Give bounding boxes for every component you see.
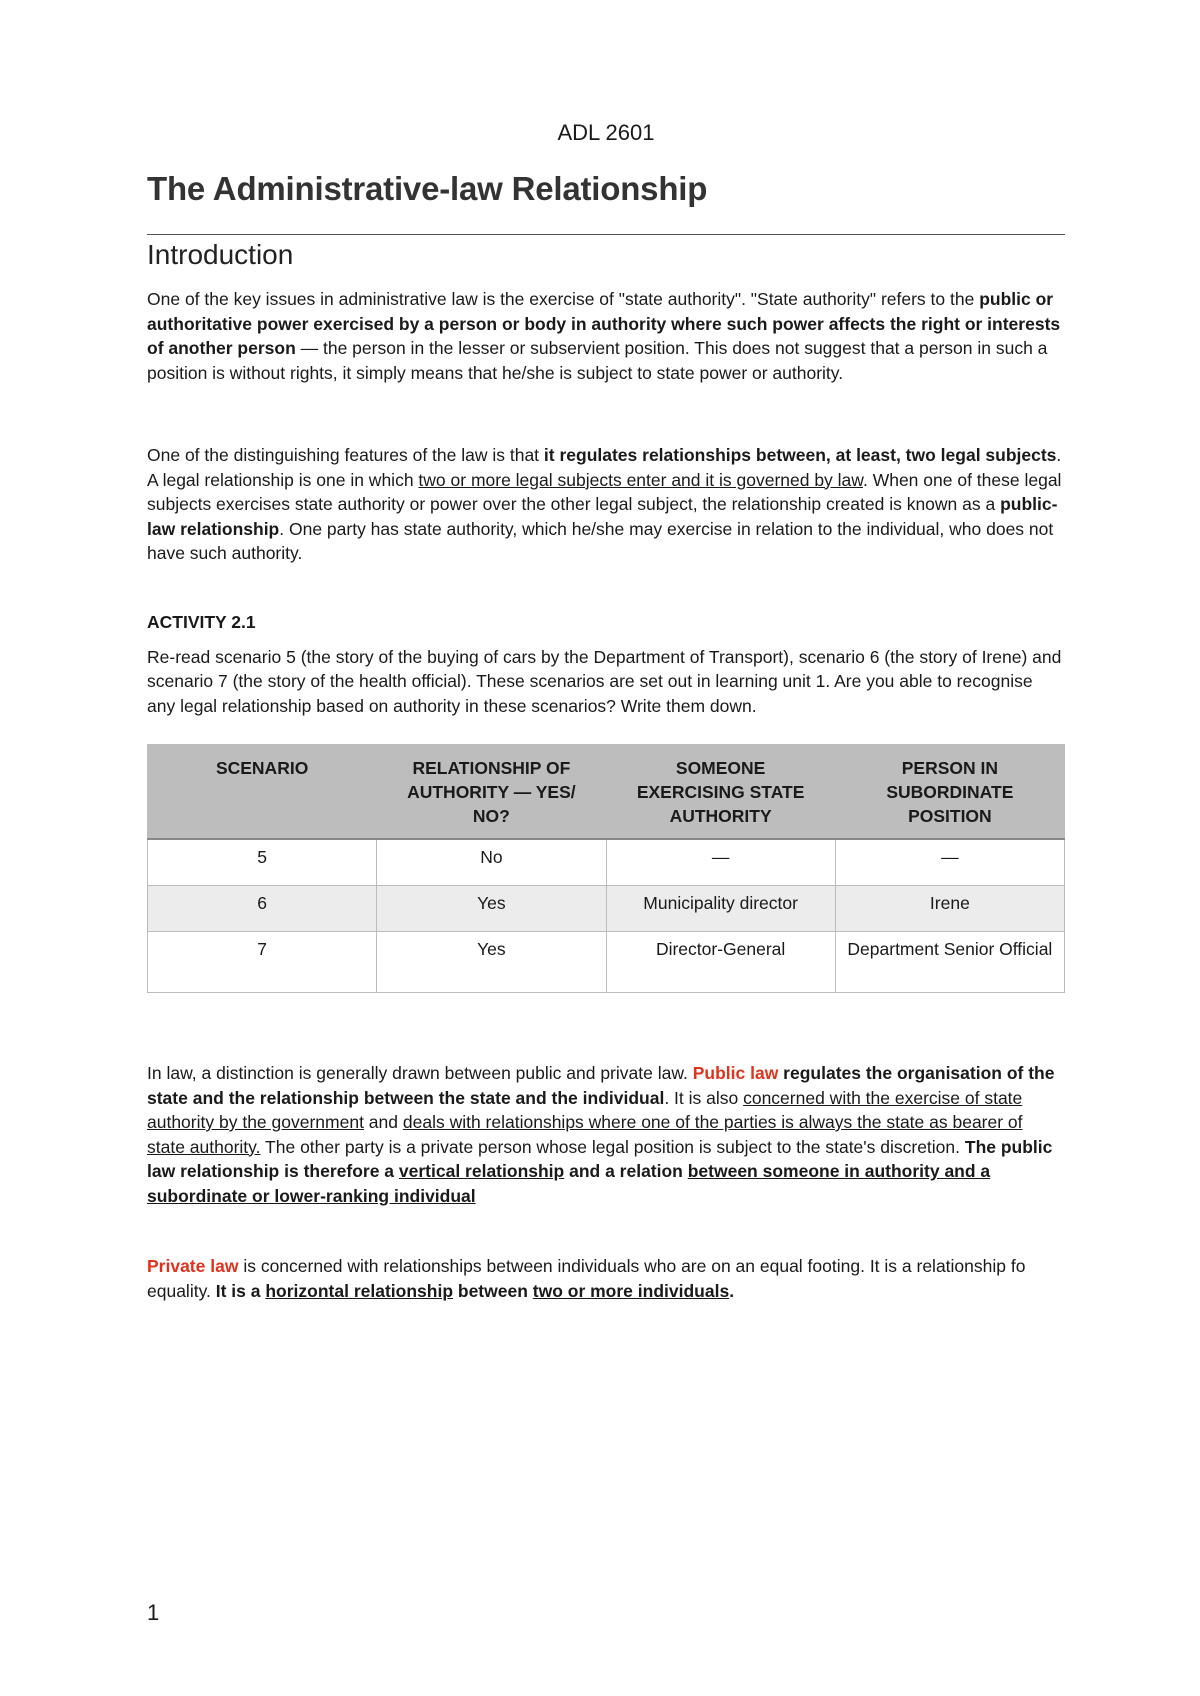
activity-heading: ACTIVITY 2.1 [147, 611, 256, 632]
table-cell: Yes [377, 886, 606, 932]
table-cell: No [377, 839, 606, 886]
table-header-cell: PERSON IN SUBORDINATE POSITION [835, 745, 1064, 840]
public-law-term: Public law [692, 1063, 779, 1083]
introduction-heading: Introduction [147, 239, 294, 270]
private-law-paragraph: Private law is concerned with relationships between individuals who are on an equal footing. It is a relationship fo equality. It is a horizontal relationship between two or more individuals. [147, 1256, 1026, 1301]
table-cell: Yes [377, 932, 606, 993]
table-cell: Department Senior Official [835, 932, 1064, 993]
table-cell: — [606, 839, 835, 886]
table-cell: — [835, 839, 1064, 886]
table-header-cell: RELATIONSHIP OF AUTHORITY — YES/ NO? [377, 745, 606, 840]
public-law-paragraph: In law, a distinction is generally drawn between public and private law. Public law regulates the organisation of the state and the relationship between the state and the individual. It is also concerned with the exercise of state authority by the government and deals with relationships where one of the parties is always the state as bearer of state authority. The other party is a private person whose legal position is subject to the state's discretion. The public law relationship is therefore a vertical relationship and a relation between someone in authority and a subordinate or lower-ranking individual [147, 1063, 1055, 1206]
activity-instructions: Re-read scenario 5 (the story of the buying of cars by the Department of Transport), scenario 6 (the story of Irene) and scenario 7 (the story of the health official). These scenarios are set out in learning unit 1. Are you able to recognise any legal relationship based on authority in these scenarios? Write them down. [147, 646, 1062, 716]
scenario-table [147, 744, 1065, 993]
table-cell: 7 [148, 932, 377, 993]
private-law-term: Private law [147, 1256, 239, 1276]
document-title: The Administrative-law Relationship [147, 170, 708, 207]
table-cell: 6 [148, 886, 377, 932]
page-number: 1 [147, 1600, 160, 1625]
table-row [148, 839, 1065, 886]
table-row [148, 886, 1065, 932]
table-header-cell: SOMEONE EXERCISING STATE AUTHORITY [606, 745, 835, 840]
table-cell: Municipality director [606, 886, 835, 932]
table-header-row [148, 745, 1065, 840]
document-page [147, 120, 1065, 1303]
table-cell: Director-General [606, 932, 835, 993]
table-cell: Irene [835, 886, 1064, 932]
course-code: ADL 2601 [557, 120, 655, 145]
table-row [148, 932, 1065, 993]
table-cell: 5 [148, 839, 377, 886]
table-header-cell: SCENARIO [148, 745, 377, 840]
intro-paragraph-1: One of the key issues in administrative law is the exercise of "state authority". "State authority" refers to the public or authoritative power exercised by a person or body in authority where such power affects the right or interests of another person — the person in the lesser or subservient position. This does not suggest that a person in such a position is without rights, it simply means that he/she is subject to state power or authority. [147, 289, 1061, 383]
intro-paragraph-2: One of the distinguishing features of the law is that it regulates relationships between, at least, two legal subjects. A legal relationship is one in which two or more legal subjects enter and it is governed by law. When one of these legal subjects exercises state authority or power over the other legal subject, the relationship created is known as a public-law relationship. One party has state authority, which he/she may exercise in relation to the individual, who does not have such authority. [147, 445, 1062, 563]
title-divider [147, 234, 1065, 235]
